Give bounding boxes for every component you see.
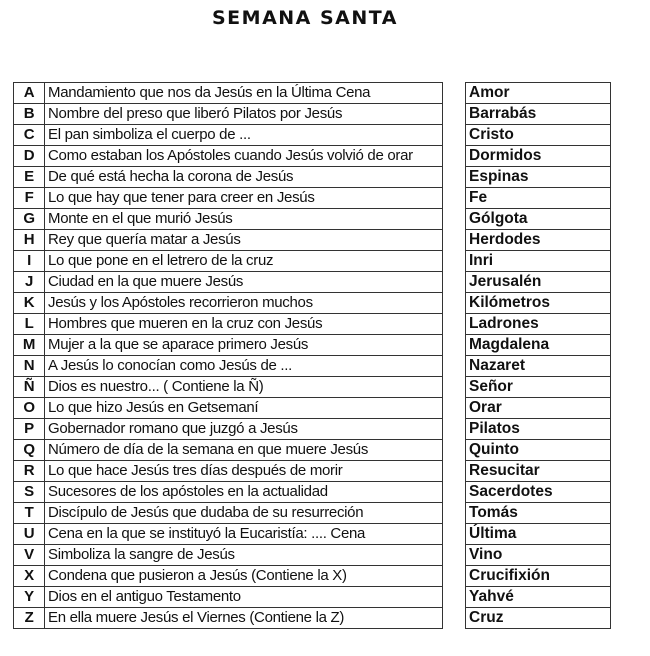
row-letter: M [14, 335, 45, 356]
clues-table [13, 82, 443, 629]
row-answer: Fe [466, 188, 611, 209]
answer-row [466, 587, 611, 608]
row-answer: Señor [466, 377, 611, 398]
row-clue: Gobernador romano que juzgó a Jesús [45, 419, 443, 440]
answer-row [466, 125, 611, 146]
row-clue: De qué está hecha la corona de Jesús [45, 167, 443, 188]
answer-row [466, 440, 611, 461]
row-answer: Kilómetros [466, 293, 611, 314]
clue-row [14, 104, 443, 125]
answer-row [466, 167, 611, 188]
row-letter: C [14, 125, 45, 146]
row-clue: Rey que quería matar a Jesús [45, 230, 443, 251]
row-answer: Quinto [466, 440, 611, 461]
row-letter: J [14, 272, 45, 293]
clue-row [14, 461, 443, 482]
row-clue: Lo que hizo Jesús en Getsemaní [45, 398, 443, 419]
row-letter: F [14, 188, 45, 209]
answer-row [466, 545, 611, 566]
answer-row [466, 335, 611, 356]
row-answer: Jerusalén [466, 272, 611, 293]
row-answer: Magdalena [466, 335, 611, 356]
row-clue: Discípulo de Jesús que dudaba de su resurreción [45, 503, 443, 524]
clue-row [14, 83, 443, 104]
row-answer: Ladrones [466, 314, 611, 335]
row-answer: Cristo [466, 125, 611, 146]
answer-row [466, 104, 611, 125]
row-letter: P [14, 419, 45, 440]
answer-row [466, 83, 611, 104]
row-clue: Jesús y los Apóstoles recorrieron muchos [45, 293, 443, 314]
answer-row [466, 188, 611, 209]
row-letter: G [14, 209, 45, 230]
row-answer: Última [466, 524, 611, 545]
row-letter: N [14, 356, 45, 377]
row-letter: U [14, 524, 45, 545]
row-clue: El pan simboliza el cuerpo de ... [45, 125, 443, 146]
row-letter: E [14, 167, 45, 188]
row-clue: Sucesores de los apóstoles en la actualidad [45, 482, 443, 503]
row-answer: Crucifixión [466, 566, 611, 587]
row-answer: Cruz [466, 608, 611, 629]
clue-row [14, 125, 443, 146]
row-letter: B [14, 104, 45, 125]
row-clue: Nombre del preso que liberó Pilatos por Jesús [45, 104, 443, 125]
clue-row [14, 566, 443, 587]
row-letter: K [14, 293, 45, 314]
row-answer: Sacerdotes [466, 482, 611, 503]
clue-row [14, 188, 443, 209]
answer-row [466, 293, 611, 314]
answer-row [466, 566, 611, 587]
answer-row [466, 209, 611, 230]
clue-row [14, 398, 443, 419]
row-answer: Espinas [466, 167, 611, 188]
row-letter: S [14, 482, 45, 503]
row-answer: Orar [466, 398, 611, 419]
page-title: SEMANA SANTA [212, 7, 398, 29]
row-clue: Ciudad en la que muere Jesús [45, 272, 443, 293]
row-clue: Lo que hace Jesús tres días después de morir [45, 461, 443, 482]
clue-row [14, 419, 443, 440]
row-answer: Resucitar [466, 461, 611, 482]
row-clue: Simboliza la sangre de Jesús [45, 545, 443, 566]
row-letter: Q [14, 440, 45, 461]
answer-row [466, 356, 611, 377]
clue-row [14, 377, 443, 398]
row-clue: Dios en el antiguo Testamento [45, 587, 443, 608]
clue-row [14, 230, 443, 251]
row-letter: X [14, 566, 45, 587]
clue-row [14, 167, 443, 188]
row-letter: I [14, 251, 45, 272]
row-letter: Y [14, 587, 45, 608]
clue-row [14, 482, 443, 503]
clue-row [14, 608, 443, 629]
clue-row [14, 356, 443, 377]
answer-row [466, 461, 611, 482]
answer-row [466, 146, 611, 167]
clue-row [14, 293, 443, 314]
answer-row [466, 503, 611, 524]
row-clue: Condena que pusieron a Jesús (Contiene la X) [45, 566, 443, 587]
row-clue: Mandamiento que nos da Jesús en la Última Cena [45, 83, 443, 104]
answer-row [466, 608, 611, 629]
row-answer: Nazaret [466, 356, 611, 377]
answer-row [466, 419, 611, 440]
row-clue: Hombres que mueren en la cruz con Jesús [45, 314, 443, 335]
row-clue: Como estaban los Apóstoles cuando Jesús volvió de orar [45, 146, 443, 167]
row-letter: V [14, 545, 45, 566]
row-clue: Lo que hay que tener para creer en Jesús [45, 188, 443, 209]
answer-row [466, 524, 611, 545]
clue-row [14, 209, 443, 230]
row-letter: T [14, 503, 45, 524]
row-answer: Pilatos [466, 419, 611, 440]
row-letter: A [14, 83, 45, 104]
row-answer: Gólgota [466, 209, 611, 230]
row-answer: Tomás [466, 503, 611, 524]
row-answer: Amor [466, 83, 611, 104]
row-answer: Inri [466, 251, 611, 272]
row-clue: Monte en el que murió Jesús [45, 209, 443, 230]
clue-row [14, 272, 443, 293]
row-clue: Lo que pone en el letrero de la cruz [45, 251, 443, 272]
row-letter: R [14, 461, 45, 482]
clue-row [14, 545, 443, 566]
clue-row [14, 251, 443, 272]
row-answer: Dormidos [466, 146, 611, 167]
answer-row [466, 272, 611, 293]
row-clue: Número de día de la semana en que muere Jesús [45, 440, 443, 461]
row-answer: Herdodes [466, 230, 611, 251]
row-clue: Mujer a la que se aparace primero Jesús [45, 335, 443, 356]
clue-row [14, 314, 443, 335]
row-letter: L [14, 314, 45, 335]
answer-row [466, 398, 611, 419]
row-clue: En ella muere Jesús el Viernes (Contiene la Z) [45, 608, 443, 629]
row-answer: Barrabás [466, 104, 611, 125]
answer-row [466, 251, 611, 272]
answer-row [466, 377, 611, 398]
clue-row [14, 503, 443, 524]
row-answer: Vino [466, 545, 611, 566]
answer-row [466, 230, 611, 251]
clue-row [14, 440, 443, 461]
row-answer: Yahvé [466, 587, 611, 608]
answers-table [465, 82, 611, 629]
answer-row [466, 314, 611, 335]
row-clue: Cena en la que se instituyó la Eucaristía: .... Cena [45, 524, 443, 545]
row-letter: Ñ [14, 377, 45, 398]
answer-row [466, 482, 611, 503]
row-letter: H [14, 230, 45, 251]
row-letter: O [14, 398, 45, 419]
clue-row [14, 335, 443, 356]
row-clue: A Jesús lo conocían como Jesús de ... [45, 356, 443, 377]
row-letter: Z [14, 608, 45, 629]
clue-row [14, 146, 443, 167]
clue-row [14, 587, 443, 608]
clue-row [14, 524, 443, 545]
row-letter: D [14, 146, 45, 167]
row-clue: Dios es nuestro... ( Contiene la Ñ) [45, 377, 443, 398]
